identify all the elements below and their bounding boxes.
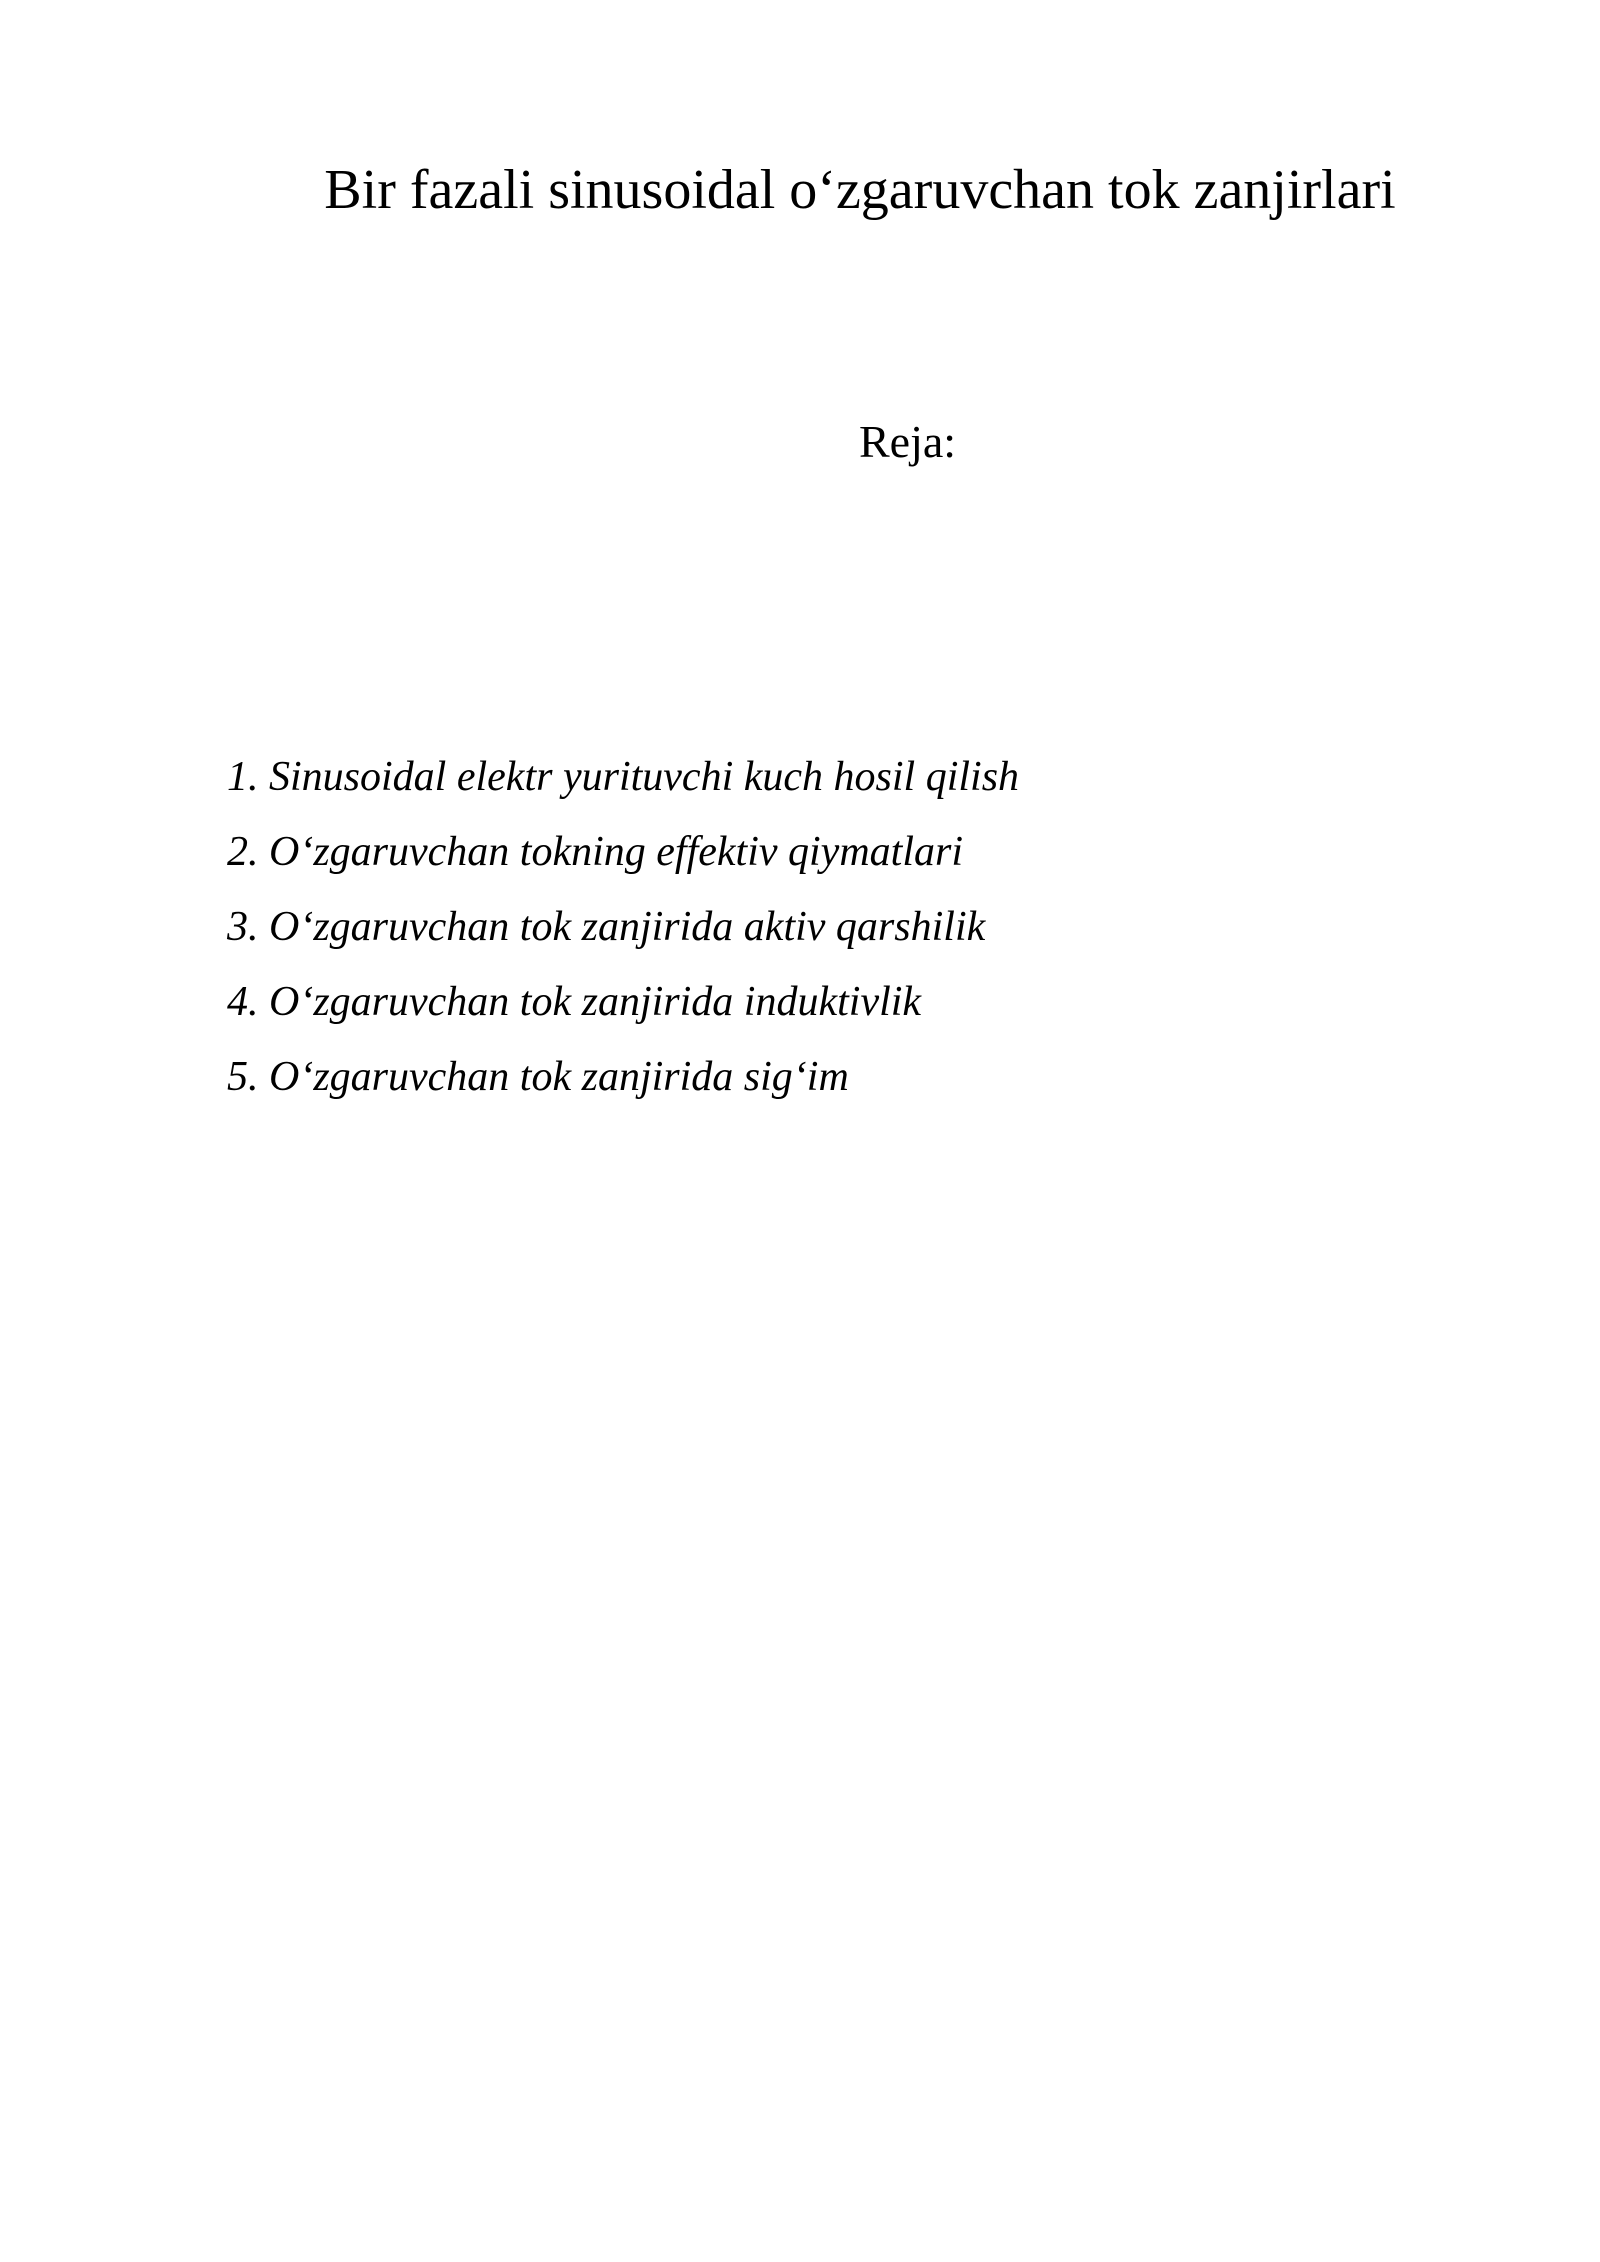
- plan-item-3: 3. O‘zgaruvchan tok zanjirida aktiv qarshilik: [227, 904, 986, 950]
- plan-item-2: 2. O‘zgaruvchan tokning effektiv qiymatlari: [227, 829, 964, 875]
- plan-item-4: 4. O‘zgaruvchan tok zanjirida induktivlik: [227, 979, 922, 1025]
- plan-item-5: 5. O‘zgaruvchan tok zanjirida sig‘im: [227, 1054, 849, 1100]
- plan-list: [227, 740, 1019, 1115]
- document-title: Bir fazali sinusoidal o‘zgaruvchan tok zanjirlari: [324, 159, 1396, 221]
- plan-item-1: 1. Sinusoidal elektr yurituvchi kuch hosil qilish: [227, 754, 1020, 800]
- plan-heading: Reja:: [859, 416, 957, 467]
